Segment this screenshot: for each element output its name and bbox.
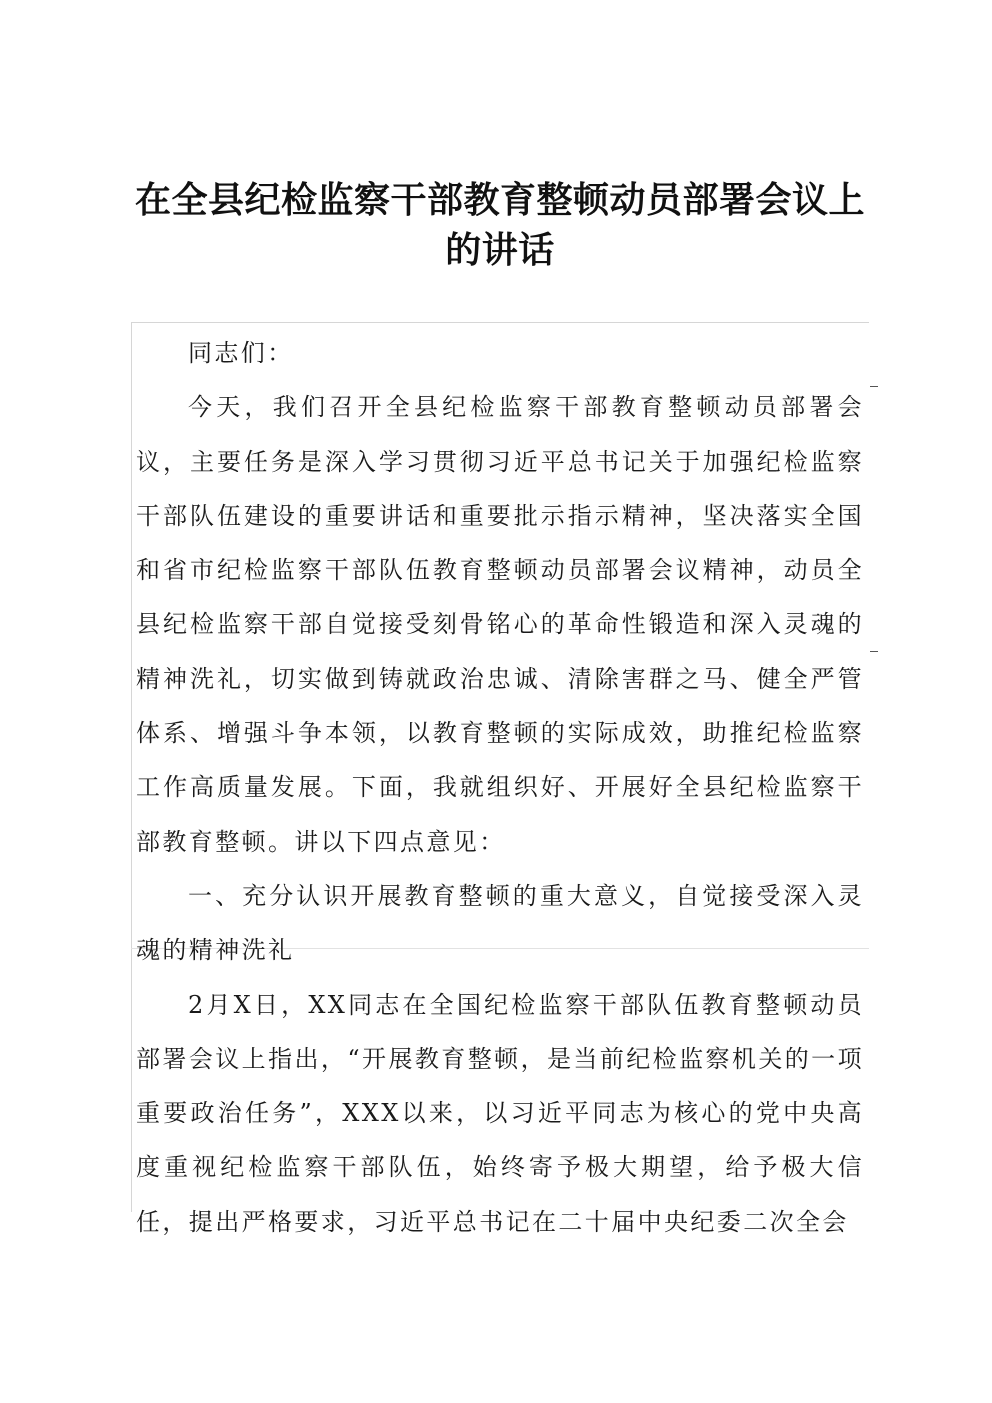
text-frame-left-border [131,322,132,1212]
section-heading-1: 一、充分认识开展教育整顿的重大意义，自觉接受深入灵魂的精神洗礼 [136,881,864,965]
intro-paragraph: 今天，我们召开全县纪检监察干部教育整顿动员部署会议，主要任务是深入学习贯彻习近平总书记关于加强纪检监察干部队伍建设的重要讲话和重要批示指示精神，坚决落实全国和省市纪检监察干部队伍教育整顿动员部署会议精神，动员全县纪检监察干部自觉接受刻骨铭心的革命性锻造和深入灵魂的精神洗礼，切实做到铸就政治忠诚、清除害群之马、健全严管体系、增强斗争本领，以教育整顿的实际成效，助推纪检监察工作高质量发展。下面，我就组织好、开展好全县纪检监察干部教育整顿。讲以下四点意见： [136,393,864,856]
body-paragraph: 2月X日，XX同志在全国纪检监察干部队伍教育整顿动员部署会议上指出，“开展教育整顿，是当前纪检监察机关的一项重要政治任务”，XXX以来，以习近平同志为核心的党中央高度重视纪检监察干部队伍，始终寄予极大期望，给予极大信任，提出严格要求，习近平总书记在二十届中央纪委二次全会 [136,990,864,1236]
salutation-paragraph: 同志们： [188,339,294,367]
document-title [120,176,880,276]
text-frame-top-border [131,322,869,323]
margin-mark [870,651,878,652]
document-body [136,326,864,1249]
title-line-2: 的讲话 [445,230,555,271]
margin-mark [870,386,878,387]
title-line-1: 在全县纪检监察干部教育整顿动员部署会议上 [134,180,865,221]
